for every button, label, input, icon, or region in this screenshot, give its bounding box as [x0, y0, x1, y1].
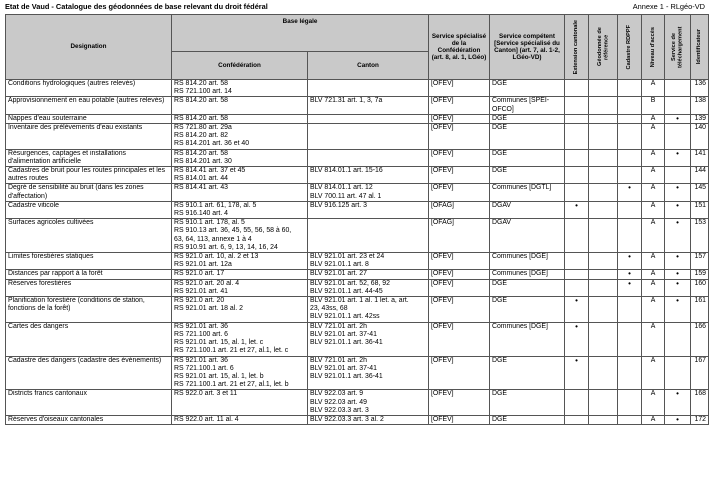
service-canton-cell: Communes [DGE]	[490, 270, 565, 279]
designation-cell: Nappes d'eau souterraine	[6, 114, 172, 123]
col-service-conf: Service spécialisé de la Confédération (art. 8, al. 1, LGéo)	[429, 15, 490, 80]
legal-reference: BLV 700.11 art. 47 al. 1	[310, 192, 382, 200]
legal-reference: RS 921.0 art. 20	[174, 297, 225, 305]
service-canton-cell: DGE	[490, 390, 565, 416]
legal-reference: RS 721.100.1 art. 21 et 27, al.1, let. b	[174, 381, 289, 389]
download-service-mark	[665, 97, 691, 114]
canton-cell	[308, 279, 429, 296]
confederation-cell	[172, 97, 308, 114]
legal-reference: RS 814.20 art. 82	[174, 132, 229, 140]
canton-cell	[308, 184, 429, 201]
download-service-mark: •	[665, 253, 691, 270]
confederation-cell	[172, 80, 308, 97]
legal-reference: RS 814.41 art. 43	[174, 184, 229, 192]
col-base-legale: Base légale	[172, 15, 429, 52]
access-level-cell: A	[642, 356, 665, 390]
designation-cell: Degré de sensibilité au bruit (dans les zones d'affectation)	[6, 184, 172, 201]
service-canton-cell: DGE	[490, 297, 565, 323]
service-canton-cell: DGE	[490, 167, 565, 184]
cadastre-rdppf-mark	[618, 297, 642, 323]
confederation-cell	[172, 415, 308, 424]
extension-cantonale-mark	[565, 184, 589, 201]
download-service-mark: •	[665, 297, 691, 323]
download-service-mark	[665, 167, 691, 184]
legal-reference: RS 921.01 art. 15, al. 1, let. c	[174, 339, 264, 347]
service-conf-cell: [OFEV]	[429, 356, 490, 390]
canton-cell	[308, 297, 429, 323]
legal-reference: RS 921.01 art. 36	[174, 322, 229, 330]
designation-cell: Cadastre viticole	[6, 201, 172, 218]
col-designation: Designation	[6, 15, 172, 80]
legal-reference: BLV 922.03.3 art. 3	[310, 406, 369, 414]
legal-reference: BLV 921.01 art. 37-41	[310, 330, 377, 338]
col-cadastre-rdppf: Cadastre RDPPF	[618, 15, 642, 80]
access-level-cell: A	[642, 390, 665, 416]
cadastre-rdppf-mark	[618, 97, 642, 114]
identifier-cell: 138	[691, 97, 709, 114]
service-conf-cell: [OFEV]	[429, 149, 490, 166]
canton-cell	[308, 415, 429, 424]
legal-reference: BLV 921.01 art. 37-41	[310, 364, 377, 372]
download-service-mark: •	[665, 184, 691, 201]
identifier-cell: 139	[691, 114, 709, 123]
service-conf-cell: [OFEV]	[429, 253, 490, 270]
legal-reference: RS 921.01 art. 12a	[174, 261, 232, 269]
designation-cell: Réserves forestières	[6, 279, 172, 296]
cadastre-rdppf-mark	[618, 219, 642, 253]
legal-reference: BLV 921.01.1 art. 42ss	[310, 313, 380, 321]
table-row	[6, 114, 709, 123]
access-level-cell: A	[642, 219, 665, 253]
geodonnee-reference-mark	[589, 322, 618, 356]
table-row	[6, 253, 709, 270]
service-canton-cell: DGE	[490, 415, 565, 424]
identifier-cell: 140	[691, 124, 709, 150]
legal-reference: RS 814.41 art. 37 et 45	[174, 167, 246, 175]
designation-cell: Limites forestières statiques	[6, 253, 172, 270]
extension-cantonale-mark	[565, 114, 589, 123]
legal-reference: 63, 64, 113, annexe 1 à 4	[174, 235, 252, 243]
table-row	[6, 279, 709, 296]
access-level-cell: A	[642, 124, 665, 150]
geodonnee-reference-mark	[589, 219, 618, 253]
legal-reference: RS 921.01 art. 15, al. 1, let. b	[174, 372, 264, 380]
service-conf-cell: [OFAG]	[429, 219, 490, 253]
extension-cantonale-mark	[565, 390, 589, 416]
geodonnee-reference-mark	[589, 270, 618, 279]
access-level-cell: A	[642, 322, 665, 356]
legal-reference: BLV 922.03.3 art. 3 al. 2	[310, 415, 384, 423]
extension-cantonale-mark	[565, 124, 589, 150]
legal-reference: RS 921.01 art. 36	[174, 356, 229, 364]
access-level-cell: A	[642, 184, 665, 201]
geodonnee-reference-mark	[589, 80, 618, 97]
legal-reference: RS 922.0 art. 3 et 11	[174, 390, 238, 398]
legal-reference: RS 814.20 art. 58	[174, 114, 229, 122]
identifier-cell: 151	[691, 201, 709, 218]
service-canton-cell: DGE	[490, 80, 565, 97]
access-level-cell: A	[642, 415, 665, 424]
service-canton-cell: DGE	[490, 149, 565, 166]
access-level-cell: A	[642, 80, 665, 97]
access-level-cell: A	[642, 167, 665, 184]
identifier-cell: 159	[691, 270, 709, 279]
legal-reference: BLV 922.03 art. 49	[310, 398, 367, 406]
download-service-mark: •	[665, 114, 691, 123]
col-identificateur: Identificateur	[691, 15, 709, 80]
legal-reference: RS 721.80 art. 29a	[174, 124, 232, 132]
canton-cell	[308, 124, 429, 150]
confederation-cell	[172, 201, 308, 218]
confederation-cell	[172, 322, 308, 356]
geodonnee-reference-mark	[589, 184, 618, 201]
service-canton-cell: Communes [DGTL]	[490, 184, 565, 201]
legal-reference: RS 921.0 art. 17	[174, 270, 225, 278]
extension-cantonale-mark: •	[565, 322, 589, 356]
designation-cell: Districts francs cantonaux	[6, 390, 172, 416]
geodonnee-reference-mark	[589, 97, 618, 114]
legal-reference: BLV 921.01.1 art. 8	[310, 261, 369, 269]
identifier-cell: 157	[691, 253, 709, 270]
service-canton-cell: Communes [SPEI-OFCO]	[490, 97, 565, 114]
geodonnee-reference-mark	[589, 124, 618, 150]
service-canton-cell: DGAV	[490, 219, 565, 253]
cadastre-rdppf-mark: •	[618, 270, 642, 279]
cadastre-rdppf-mark	[618, 322, 642, 356]
designation-cell: Inventaire des prélèvements d'eau existants	[6, 124, 172, 150]
table-row	[6, 322, 709, 356]
service-conf-cell: [OFEV]	[429, 114, 490, 123]
canton-cell	[308, 149, 429, 166]
designation-cell: Cadastre des dangers (cadastre des événements)	[6, 356, 172, 390]
identifier-cell: 172	[691, 415, 709, 424]
identifier-cell: 145	[691, 184, 709, 201]
col-geodonnee-reference: Géodonnée de référence	[589, 15, 618, 80]
service-canton-cell: DGAV	[490, 201, 565, 218]
cadastre-rdppf-mark	[618, 80, 642, 97]
identifier-cell: 168	[691, 390, 709, 416]
service-canton-cell: DGE	[490, 356, 565, 390]
col-extension-cantonale: Extension cantonale	[565, 15, 589, 80]
cadastre-rdppf-mark	[618, 415, 642, 424]
download-service-mark: •	[665, 201, 691, 218]
designation-cell: Résurgences, captages et installations d'alimentation artificielle	[6, 149, 172, 166]
legal-reference: RS 814.20 art. 58	[174, 80, 229, 87]
service-conf-cell: [OFEV]	[429, 184, 490, 201]
legal-reference: BLV 921.01 art. 52, 68, 92	[310, 279, 390, 287]
service-canton-cell: Communes [DGE]	[490, 322, 565, 356]
download-service-mark: •	[665, 415, 691, 424]
legal-reference: BLV 921.01 art. 27	[310, 270, 367, 278]
identifier-cell: 136	[691, 80, 709, 97]
annex-label: Annexe 1 - RLgéo-VD	[632, 2, 705, 11]
col-service-telechargement: Service de téléchargement	[665, 15, 691, 80]
cadastre-rdppf-mark: •	[618, 184, 642, 201]
col-service-canton: Service compétent [Service spécialisé du Canton] (art. 7, al. 1-2, LGéo-VD)	[490, 15, 565, 80]
confederation-cell	[172, 279, 308, 296]
col-confederation: Confédération	[172, 51, 308, 79]
confederation-cell	[172, 219, 308, 253]
access-level-cell: A	[642, 114, 665, 123]
geodonnee-reference-mark	[589, 356, 618, 390]
cadastre-rdppf-mark	[618, 124, 642, 150]
extension-cantonale-mark	[565, 167, 589, 184]
extension-cantonale-mark	[565, 270, 589, 279]
access-level-cell: A	[642, 279, 665, 296]
legal-reference: BLV 921.01.1 art. 36-41	[310, 372, 383, 380]
service-canton-cell: DGE	[490, 124, 565, 150]
canton-cell	[308, 253, 429, 270]
legal-reference: RS 910.1 art. 61, 178, al. 5	[174, 201, 257, 209]
confederation-cell	[172, 297, 308, 323]
table-row	[6, 184, 709, 201]
service-conf-cell: [OFEV]	[429, 167, 490, 184]
confederation-cell	[172, 149, 308, 166]
download-service-mark	[665, 322, 691, 356]
confederation-cell	[172, 124, 308, 150]
table-row	[6, 201, 709, 218]
confederation-cell	[172, 270, 308, 279]
legal-reference: RS 921.0 art. 20 al. 4	[174, 279, 240, 287]
table-row	[6, 415, 709, 424]
cadastre-rdppf-mark: •	[618, 253, 642, 270]
legal-reference: RS 921.0 art. 10, al. 2 et 13	[174, 253, 259, 261]
legal-reference: BLV 916.125 art. 3	[310, 201, 367, 209]
identifier-cell: 153	[691, 219, 709, 253]
legal-reference: RS 721.100.1 art. 21 et 27, al.1, let. c	[174, 347, 289, 355]
identifier-cell: 141	[691, 149, 709, 166]
legal-reference: RS 921.01 art. 18 al. 2	[174, 305, 243, 313]
canton-cell	[308, 80, 429, 97]
service-conf-cell: [OFEV]	[429, 97, 490, 114]
designation-cell: Cartes des dangers	[6, 322, 172, 356]
extension-cantonale-mark	[565, 149, 589, 166]
cadastre-rdppf-mark	[618, 149, 642, 166]
geodonnee-reference-mark	[589, 279, 618, 296]
table-row	[6, 80, 709, 97]
identifier-cell: 160	[691, 279, 709, 296]
document-title: Etat de Vaud - Catalogue des géodonnées de base relevant du droit fédéral	[5, 2, 268, 11]
legal-reference: BLV 921.01.1 art. 36-41	[310, 339, 383, 347]
download-service-mark: •	[665, 270, 691, 279]
table-row	[6, 124, 709, 150]
cadastre-rdppf-mark	[618, 201, 642, 218]
legal-reference: RS 721.100.1 art. 6	[174, 364, 234, 372]
col-niveau-acces: Niveau d'accès	[642, 15, 665, 80]
service-conf-cell: [OFEV]	[429, 390, 490, 416]
table-body	[6, 80, 709, 425]
legal-reference: BLV 814.01.1 art. 12	[310, 184, 373, 192]
legal-reference: RS 922.0 art. 11 al. 4	[174, 415, 239, 423]
geodonnee-reference-mark	[589, 114, 618, 123]
identifier-cell: 167	[691, 356, 709, 390]
legal-reference: 23, 43ss, 68	[310, 305, 348, 313]
geodonnee-reference-mark	[589, 253, 618, 270]
designation-cell: Cadastres de bruit pour les routes principales et les autres routes	[6, 167, 172, 184]
legal-reference: RS 916.140 art. 4	[174, 210, 229, 218]
extension-cantonale-mark	[565, 253, 589, 270]
legal-reference: BLV 721.31 art. 1, 3, 7a	[310, 97, 383, 105]
table-row	[6, 356, 709, 390]
col-canton: Canton	[308, 51, 429, 79]
geodonnee-reference-mark	[589, 415, 618, 424]
download-service-mark: •	[665, 390, 691, 416]
download-service-mark	[665, 356, 691, 390]
legal-reference: BLV 921.01 art. 23 et 24	[310, 253, 385, 261]
designation-cell: Distances par rapport à la forêt	[6, 270, 172, 279]
canton-cell	[308, 322, 429, 356]
extension-cantonale-mark: •	[565, 201, 589, 218]
table-row	[6, 167, 709, 184]
service-conf-cell: [OFAG]	[429, 201, 490, 218]
catalogue-table	[5, 14, 709, 425]
extension-cantonale-mark	[565, 279, 589, 296]
geodonnee-reference-mark	[589, 149, 618, 166]
service-conf-cell: [OFEV]	[429, 415, 490, 424]
geodonnee-reference-mark	[589, 201, 618, 218]
confederation-cell	[172, 167, 308, 184]
extension-cantonale-mark: •	[565, 356, 589, 390]
document-header	[5, 2, 705, 12]
download-service-mark	[665, 124, 691, 150]
geodonnee-reference-mark	[589, 390, 618, 416]
canton-cell	[308, 201, 429, 218]
service-canton-cell: DGE	[490, 279, 565, 296]
confederation-cell	[172, 356, 308, 390]
legal-reference: RS 910.13 art. 36, 45, 55, 56, 58 à 60,	[174, 227, 292, 235]
legal-reference: RS 814.01 art. 44	[174, 175, 229, 183]
extension-cantonale-mark	[565, 80, 589, 97]
identifier-cell: 161	[691, 297, 709, 323]
confederation-cell	[172, 114, 308, 123]
legal-reference: BLV 922.03 art. 9	[310, 390, 364, 398]
download-service-mark: •	[665, 149, 691, 166]
cadastre-rdppf-mark: •	[618, 279, 642, 296]
service-conf-cell: [OFEV]	[429, 297, 490, 323]
table-row	[6, 270, 709, 279]
legal-reference: RS 721.100 art. 14	[174, 88, 232, 96]
legal-reference: RS 910.91 art. 6, 9, 13, 14, 16, 24	[174, 243, 278, 251]
table-row	[6, 390, 709, 416]
canton-cell	[308, 114, 429, 123]
service-canton-cell: Communes [DGE]	[490, 253, 565, 270]
service-conf-cell: [OFEV]	[429, 322, 490, 356]
confederation-cell	[172, 253, 308, 270]
canton-cell	[308, 97, 429, 114]
legal-reference: RS 814.20 art. 58	[174, 97, 229, 105]
legal-reference: RS 814.20 art. 58	[174, 149, 229, 157]
table-row	[6, 97, 709, 114]
download-service-mark: •	[665, 279, 691, 296]
table-row	[6, 219, 709, 253]
extension-cantonale-mark	[565, 97, 589, 114]
designation-cell: Surfaces agricoles cultivées	[6, 219, 172, 253]
legal-reference: RS 814.201 art. 36 et 40	[174, 140, 250, 148]
access-level-cell: A	[642, 253, 665, 270]
access-level-cell: A	[642, 297, 665, 323]
download-service-mark	[665, 80, 691, 97]
access-level-cell: A	[642, 201, 665, 218]
geodonnee-reference-mark	[589, 297, 618, 323]
service-canton-cell: DGE	[490, 114, 565, 123]
access-level-cell: A	[642, 270, 665, 279]
access-level-cell: A	[642, 149, 665, 166]
canton-cell	[308, 219, 429, 253]
legal-reference: BLV 921.01 art. 1 al. 1 let. a, art.	[310, 297, 409, 305]
cadastre-rdppf-mark	[618, 356, 642, 390]
canton-cell	[308, 270, 429, 279]
designation-cell: Planification forestière (conditions de station, fonctions de la forêt)	[6, 297, 172, 323]
table-row	[6, 149, 709, 166]
identifier-cell: 144	[691, 167, 709, 184]
designation-cell: Réserves d'oiseaux cantonales	[6, 415, 172, 424]
cadastre-rdppf-mark	[618, 167, 642, 184]
legal-reference: RS 910.1 art. 178, al. 5	[174, 219, 245, 227]
designation-cell: Approvisionnement en eau potable (autres relevés)	[6, 97, 172, 114]
table-row	[6, 297, 709, 323]
service-conf-cell: [OFEV]	[429, 124, 490, 150]
legal-reference: BLV 921.01.1 art. 44-45	[310, 287, 383, 295]
cadastre-rdppf-mark	[618, 390, 642, 416]
legal-reference: BLV 814.01.1 art. 15-16	[310, 167, 383, 175]
designation-cell: Conditions hydrologiques (autres relevés)	[6, 80, 172, 97]
cadastre-rdppf-mark	[618, 114, 642, 123]
identifier-cell: 166	[691, 322, 709, 356]
legal-reference: RS 814.201 art. 30	[174, 157, 232, 165]
canton-cell	[308, 390, 429, 416]
legal-reference: BLV 721.01 art. 2h	[310, 322, 367, 330]
service-conf-cell: [OFEV]	[429, 80, 490, 97]
legal-reference: RS 921.01 art. 41	[174, 287, 229, 295]
confederation-cell	[172, 184, 308, 201]
canton-cell	[308, 167, 429, 184]
legal-reference: RS 721.100 art. 6	[174, 330, 229, 338]
extension-cantonale-mark: •	[565, 297, 589, 323]
access-level-cell: B	[642, 97, 665, 114]
service-conf-cell: [OFEV]	[429, 279, 490, 296]
service-conf-cell: [OFEV]	[429, 270, 490, 279]
extension-cantonale-mark	[565, 415, 589, 424]
canton-cell	[308, 356, 429, 390]
geodonnee-reference-mark	[589, 167, 618, 184]
extension-cantonale-mark	[565, 219, 589, 253]
download-service-mark: •	[665, 219, 691, 253]
legal-reference: BLV 721.01 art. 2h	[310, 356, 367, 364]
confederation-cell	[172, 390, 308, 416]
